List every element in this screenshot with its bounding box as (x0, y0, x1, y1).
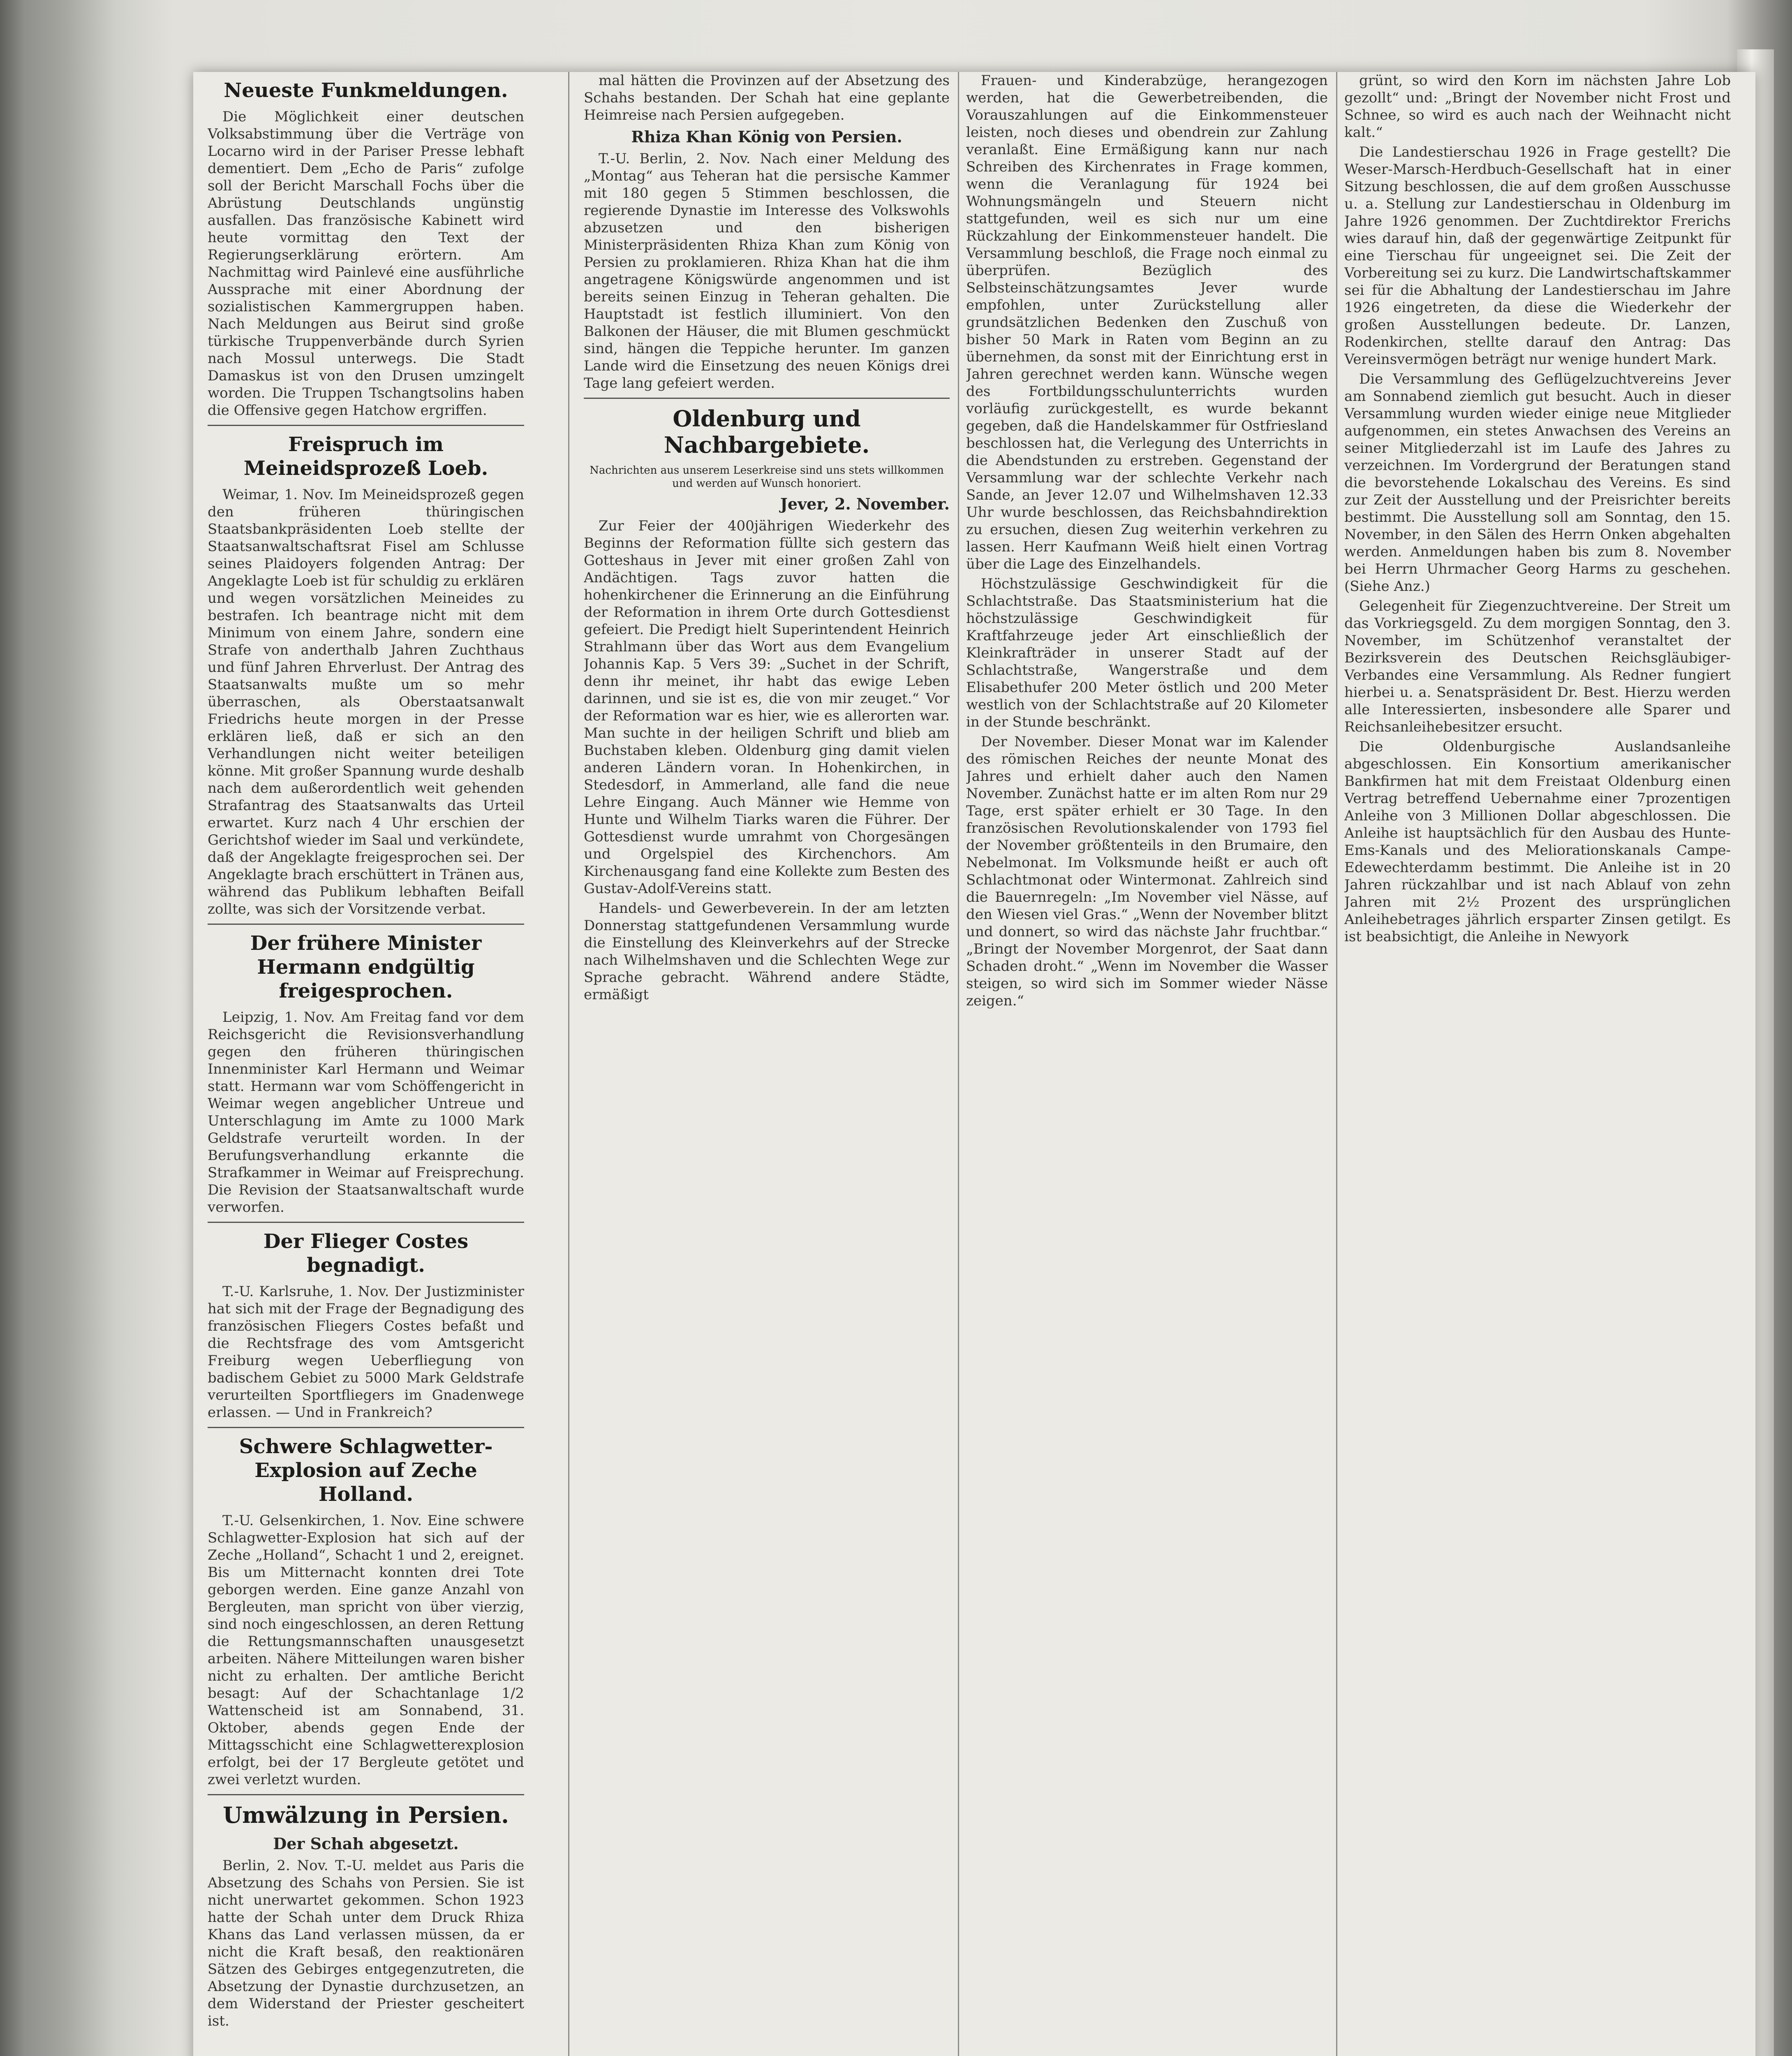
divider (208, 924, 524, 925)
column-rule (568, 72, 569, 2056)
headline-schlagwetter: Schwere Schlagwetter-Explosion auf Zeche Holland. (239, 1435, 493, 1506)
column-4 (1344, 72, 1731, 2056)
article-body: Höchstzulässige Geschwindigkeit für die Schlachtstraße. Das Staatsministerium hat die höchstzulässige Geschwindigkeit für Kraftfahrzeuge jeder Art einschließlich der Kleinkrafträder in unserer Stadt auf der Schlachtstraße, Wangerstraße und dem Elisabethufer 200 Meter östlich und 200 Meter westlich von der Schlachtstraße auf 20 Kilometer in der Stunde beschränkt. (966, 576, 1328, 730)
article-body: Die Möglichkeit einer deutschen Volksabstimmung über die Verträge von Locarno wird in der Pariser Presse lebhaft dementiert. Dem „Echo de Paris“ zufolge soll der Bericht Marschall Fochs über die Abrüstung Deutschlands ungünstig ausfallen. Das französische Kabinett wird heute vormittag den Text der Regierungserklärung erörtern. Am Nachmittag wird Painlevé eine ausführliche Aussprache mit einer Abordnung der sozialistischen Kammergruppen haben. Nach Meldungen aus Beirut sind große türkische Truppenverbände durch Syrien nach Mossul unterwegs. Die Stadt Damaskus ist von den Drusen umzingelt worden. Die Truppen Tschangtsolins haben die Offensive gegen Hatchow ergriffen. (208, 109, 524, 419)
divider (208, 1222, 524, 1223)
article-body: Weimar, 1. Nov. Im Meineidsprozeß gegen den früheren thüringischen Staatsbankpräsidenten Loeb stellte der Staatsanwaltschaftsrat Fisel am Schlusse seines Plaidoyers folgenden Antrag: Der Angeklagte Loeb ist für schuldig zu erklären und wegen vorsätzlichen Meineides zu bestrafen. Ich beantrage nicht mit dem Minimum von einem Jahre, sondern eine Strafe von anderthalb Jahren Zuchthaus und fünf Jahren Ehrverlust. Der Antrag des Staatsanwalts mußte um so mehr überraschen, als Oberstaatsanwalt Friedrichs heute morgen in der Presse erklären ließ, daß er sich an den Verhandlungen nicht weiter beteiligen könne. Mit großer Spannung wurde deshalb nach dem außerordentlich weit gehenden Strafantrag des Staatsanwalts das Urteil erwartet. Kurz nach 4 Uhr erschien der Gerichtshof wieder im Saal und verkündete, daß der Angeklagte freigesprochen sei. Der Angeklagte brach erschüttert in Tränen aus, während das Publikum lebhaften Beifall zollte, was sich der Vorsitzende verbat. (208, 486, 524, 917)
article-body: Der November. Dieser Monat war im Kalender des römischen Reiches der neunte Monat des Jahres und erhielt daher auch den Namen November. Zunächst hatte er im alten Rom nur 29 Tage, erst später erhielt er 30 Tage. In den französischen Revolutionskalender von 1793 fiel der November größtenteils in den Brumaire, den Nebelmonat. Im Volksmunde heißt er auch oft Schlachtmonat oder Wintermonat. Zahlreich sind die Bauernregeln: „Im November viel Nässe, auf den Wiesen viel Gras.“ „Wenn der November blitzt und donnert, so wird das nächste Jahr fruchtbar.“ „Bringt der November Morgenrot, der Saat dann Schaden droht.“ „Wenn im November die Wasser steigen, so wird sich im Sommer wieder Nässe zeigen.“ (966, 734, 1328, 1009)
article-body: T.-U. Gelsenkirchen, 1. Nov. Eine schwere Schlagwetter-Explosion hat sich auf der Zeche „Holland“, Schacht 1 und 2, ereignet. Bis um Mitternacht konnten drei Tote geborgen werden. Eine ganze Anzahl von Bergleuten, man spricht von über vierzig, sind noch eingeschlossen, an deren Rettung die Rettungsmannschaften unausgesetzt arbeiten. Nähere Mitteilungen waren bisher nicht zu erhalten. Der amtliche Bericht besagt: Auf der Schachtanlage 1/2 Wattenscheid ist am Sonnabend, 31. Oktober, abends gegen Ende der Mittagsschicht eine Schlagwetterexplosion erfolgt, bei der 17 Bergleute getötet und zwei verletzt wurden. (208, 1512, 524, 1788)
article-body: Berlin, 2. Nov. T.-U. meldet aus Paris die Absetzung des Schahs von Persien. Sie ist nicht unerwartet gekommen. Schon 1923 hatte der Schah unter dem Druck Rhiza Khans das Land verlassen müssen, da er nicht die Kraft besaß, den reaktionären Sätzen des Gebirges entgegenzutreten, die Absetzung der Dynastie durchzusetzen, an dem Widerstand der Priester gescheitert ist. (208, 1857, 524, 2029)
article-body: Leipzig, 1. Nov. Am Freitag fand vor dem Reichsgericht die Revisionsverhandlung gegen den früheren thüringischen Innenminister Karl Hermann und Weimar statt. Hermann war vom Schöffengericht in Weimar wegen angeblicher Untreue und Unterschlagung im Amte zu 1000 Mark Geldstrafe verurteilt worden. In der Berufungsverhandlung erkannte die Strafkammer in Weimar auf Freisprechung. Die Revision der Staatsanwaltschaft wurde verworfen. (208, 1009, 524, 1216)
article-body: Frauen- und Kinderabzüge, herangezogen werden, hat die Gewerbetreibenden, die Vorauszahlungen auf die Einkommensteuer leisten, noch dieses und obendrein zur Zahlung veranlaßt. Eine Ermäßigung kann nur nach Schreiben des Kirchenrates in Frage kommen, wenn die Veranlagung für 1924 bei Wohnungsmängeln und Steuern nicht stattgefunden, weil es sich nur um eine Rückzahlung der Einkommensteuer handelt. Die Versammlung beschloß, die Frage noch einmal zu überprüfen. Bezüglich des Selbsteinschätzungsamtes Jever wurde empfohlen, unter Zurückstellung aller grundsätzlichen Bedenken den Zuschuß von bisher 50 Mark in Raten vom Beginn an zu übernehmen, da sonst mit der Einrichtung erst in Jahren gerechnet werden kann. Wünsche wegen des Fortbildungsschulunterrichts wurden vorläufig zurückgestellt, es wurde bekannt gegeben, daß die Handelskammer für Ostfriesland beschlossen hat, die Verlegung des Unterrichts in die Abendstunden zu erstreben. Gegenstand der Versammlung war der schlechte Verkehr nach Sande, an Jever 12.07 und Wilhelmshaven 12.33 Uhr wurde beschlossen, das Reichsbahndirektion zu ersuchen, diesen Zug weiterhin verkehren zu lassen. Herr Kaufmann Weiß hielt einen Vortrag über die Lage des Einzelhandels. (966, 72, 1328, 572)
article-body: Die Landestierschau 1926 in Frage gestellt? Die Weser-Marsch-Herdbuch-Gesellschaft hat in einer Sitzung beschlossen, die auf dem großen Ausschusse u. a. Stellung zur Landestierschau in Oldenburg im Jahre 1926 genommen. Der Zuchtdirektor Frerichs wies darauf hin, daß der gegenwärtige Zeitpunkt für eine Tierschau für ungeeignet sei. Die Zeit der Vorbereitung sei zu kurz. Die Landwirtschaftskammer sei für die Abhaltung der Landestierschau im Jahre 1926 eingetreten, da diese die Wiederkehr der großen Ausstellungen bedeute. Dr. Lanzen, Rodenkirchen, stellte darauf den Antrag: Das Vereinsvermögen beträgt nur wenige hundert Mark. (1344, 144, 1731, 368)
column-3 (966, 72, 1328, 2056)
article-body: Die Oldenburgische Auslandsanleihe abgeschlossen. Ein Konsortium amerikanischer Bankfirmen hat mit dem Freistaat Oldenburg einen Vertrag betreffend Uebernahme einer 7prozentigen Anleihe von 3 Millionen Dollar abgeschlossen. Die Anleihe ist hauptsächlich für den Ausbau des Hunte-Ems-Kanals und des Meliorationskanals Campe-Edewechterdamm bestimmt. Die Anleihe ist in 20 Jahren rückzahlbar und ist nach Ablauf von zehn Jahren mit 2½ Prozent des ursprünglichen Anleihebetrages jährlich ersparter Zinsen getilgt. Es ist beabsichtigt, die Anleihe in Newyork (1344, 739, 1731, 945)
divider (208, 1794, 524, 1795)
headline-oldenburg: Oldenburg und Nachbargebiete. (664, 405, 870, 458)
headline-flieger-costes: Der Flieger Costes begnadigt. (263, 1230, 469, 1277)
column-1 (208, 72, 524, 2056)
column-2 (584, 72, 950, 2056)
headline-persien: Umwälzung in Persien. (223, 1802, 509, 1828)
headline-meineidsprozess: Freispruch im Meineidsprozeß Loeb. (243, 433, 488, 480)
article-body: Gelegenheit für Ziegenzuchtvereine. Der Streit um das Vorkriegsgeld. Zu dem morgigen Sonntag, den 3. November, im Schützenhof veranstaltet der Bezirksverein des Deutschen Reichsgläubiger-Verbandes eine Versammlung. Als Redner fungiert hierbei u. a. Senatspräsident Dr. Best. Hierzu werden alle Interessierten, insbesondere alle Sparer und Reichsanleihebesitzer ersucht. (1344, 598, 1731, 735)
article-body: grünt, so wird den Korn im nächsten Jahre Lob gezollt“ und: „Bringt der November nicht Frost und Schnee, so wird es auch nach der Weihnacht nicht kalt.“ (1344, 72, 1731, 141)
divider (208, 1427, 524, 1428)
column-rule (1336, 72, 1337, 2056)
section-note: Nachrichten aus unserem Leserkreise sind uns stets willkommen und werden auf Wunsch honoriert. (590, 464, 944, 490)
article-body: Die Versammlung des Geflügelzuchtvereins Jever am Sonnabend ziemlich gut besucht. Auch in dieser Versammlung wurden wieder einige neue Mitglieder aufgenommen, ein stetes Anwachsen des Vereins an seiner Mitgliederzahl ist im Laufe des Jahres zu verzeichnen. Im Vordergrund der Beratungen stand die bevorstehende Lokalschau des Vereins. Es sind zur Zeit der Ausstellung und der Preisrichter bereits bestimmt. Die Ausstellung soll am Sonntag, den 15. November, in den Sälen des Herrn Onken abgehalten werden. Anmeldungen haben bis zum 8. November bei Herrn Uhrmacher Georg Harms zu geschehen. (Siehe Anz.) (1344, 371, 1731, 595)
subheadline: Rhiza Khan König von Persien. (631, 127, 902, 146)
divider (584, 398, 950, 399)
subheadline: Der Schah abgesetzt. (273, 1834, 459, 1853)
headline-minister-hermann: Der frühere Minister Hermann endgültig freigesprochen. (250, 932, 482, 1003)
column-rule (958, 72, 959, 2056)
article-body: T.-U. Berlin, 2. Nov. Nach einer Meldung des „Montag“ aus Teheran hat die persische Kammer mit 180 gegen 5 Stimmen beschlossen, die regierende Dynastie im Interesse des Volkswohls abzusetzen und den bisherigen Ministerpräsidenten Rhiza Khan zum König von Persien zu proklamieren. Rhiza Khan hat die ihm angetragene Königswürde angenommen und ist bereits seinen Einzug in Teheran gehalten. Die Hauptstadt ist festlich illuminiert. Von den Balkonen der Häuser, die mit Blumen geschmückt sind, hängen die Teppiche herunter. Im ganzen Lande wird die Einsetzung des neuen Königs drei Tage lang gefeiert werden. (584, 150, 950, 391)
article-body: Handels- und Gewerbeverein. In der am letzten Donnerstag stattgefundenen Versammlung wurde die Einstellung des Kleinverkehrs auf der Strecke nach Wilhelmshaven und die Schlechten Wege zur Sprache gebracht. Während andere Städte, ermäßigt (584, 900, 950, 1003)
article-body: Zur Feier der 400jährigen Wiederkehr des Beginns der Reformation füllte sich gestern das Gotteshaus in Jever mit einer großen Zahl von Andächtigen. Tags zuvor hatten die hohenkirchener die Erinnerung an die Einführung der Reformation in ihrem Orte durch Gottesdienst gefeiert. Die Predigt hielt Superintendent Heinrich Strahlmann über das Wort aus dem Evangelium Johannis Kap. 5 Vers 39: „Suchet in der Schrift, denn ihr meinet, ihr habt das ewige Leben darinnen, und sie ist es, die von mir zeuget.“ Vor der Reformation war es hier, wie es allerorten war. Man suchte in der heiligen Schrift und blieb am Buchstaben kleben. Oldenburg ging damit vielen anderen Ländern voran. In Hohenkirchen, in Stedesdorf, in Ammerland, alle fand die neue Lehre Eingang. Auch Männer wie Hemme von Hunte und Wilhelm Tiarks waren die Führer. Der Gottesdienst wurde umrahmt von Chorgesängen und Orgelspiel des Kirchenchors. Am Kirchenausgang fand eine Kollekte zum Besten des Gustav-Adolf-Vereins statt. (584, 518, 950, 897)
article-body: mal hätten die Provinzen auf der Absetzung des Schahs bestanden. Der Schah hat eine geplante Heimreise nach Persien aufgegeben. (584, 72, 950, 123)
article-body: T.-U. Karlsruhe, 1. Nov. Der Justizminister hat sich mit der Frage der Begnadigung des französischen Fliegers Costes befaßt und die Rechtsfrage des vom Amtsgericht Freiburg wegen Ueberfliegung von badischem Gebiet zu 5000 Mark Geldstrafe verurteilten Sportfliegers im Gnadenwege erlassen. — Und in Frankreich? (208, 1283, 524, 1421)
headline-funkmeldungen: Neueste Funkmeldungen. (224, 79, 508, 102)
divider (208, 425, 524, 426)
dateline: Jever, 2. November. (780, 495, 950, 513)
